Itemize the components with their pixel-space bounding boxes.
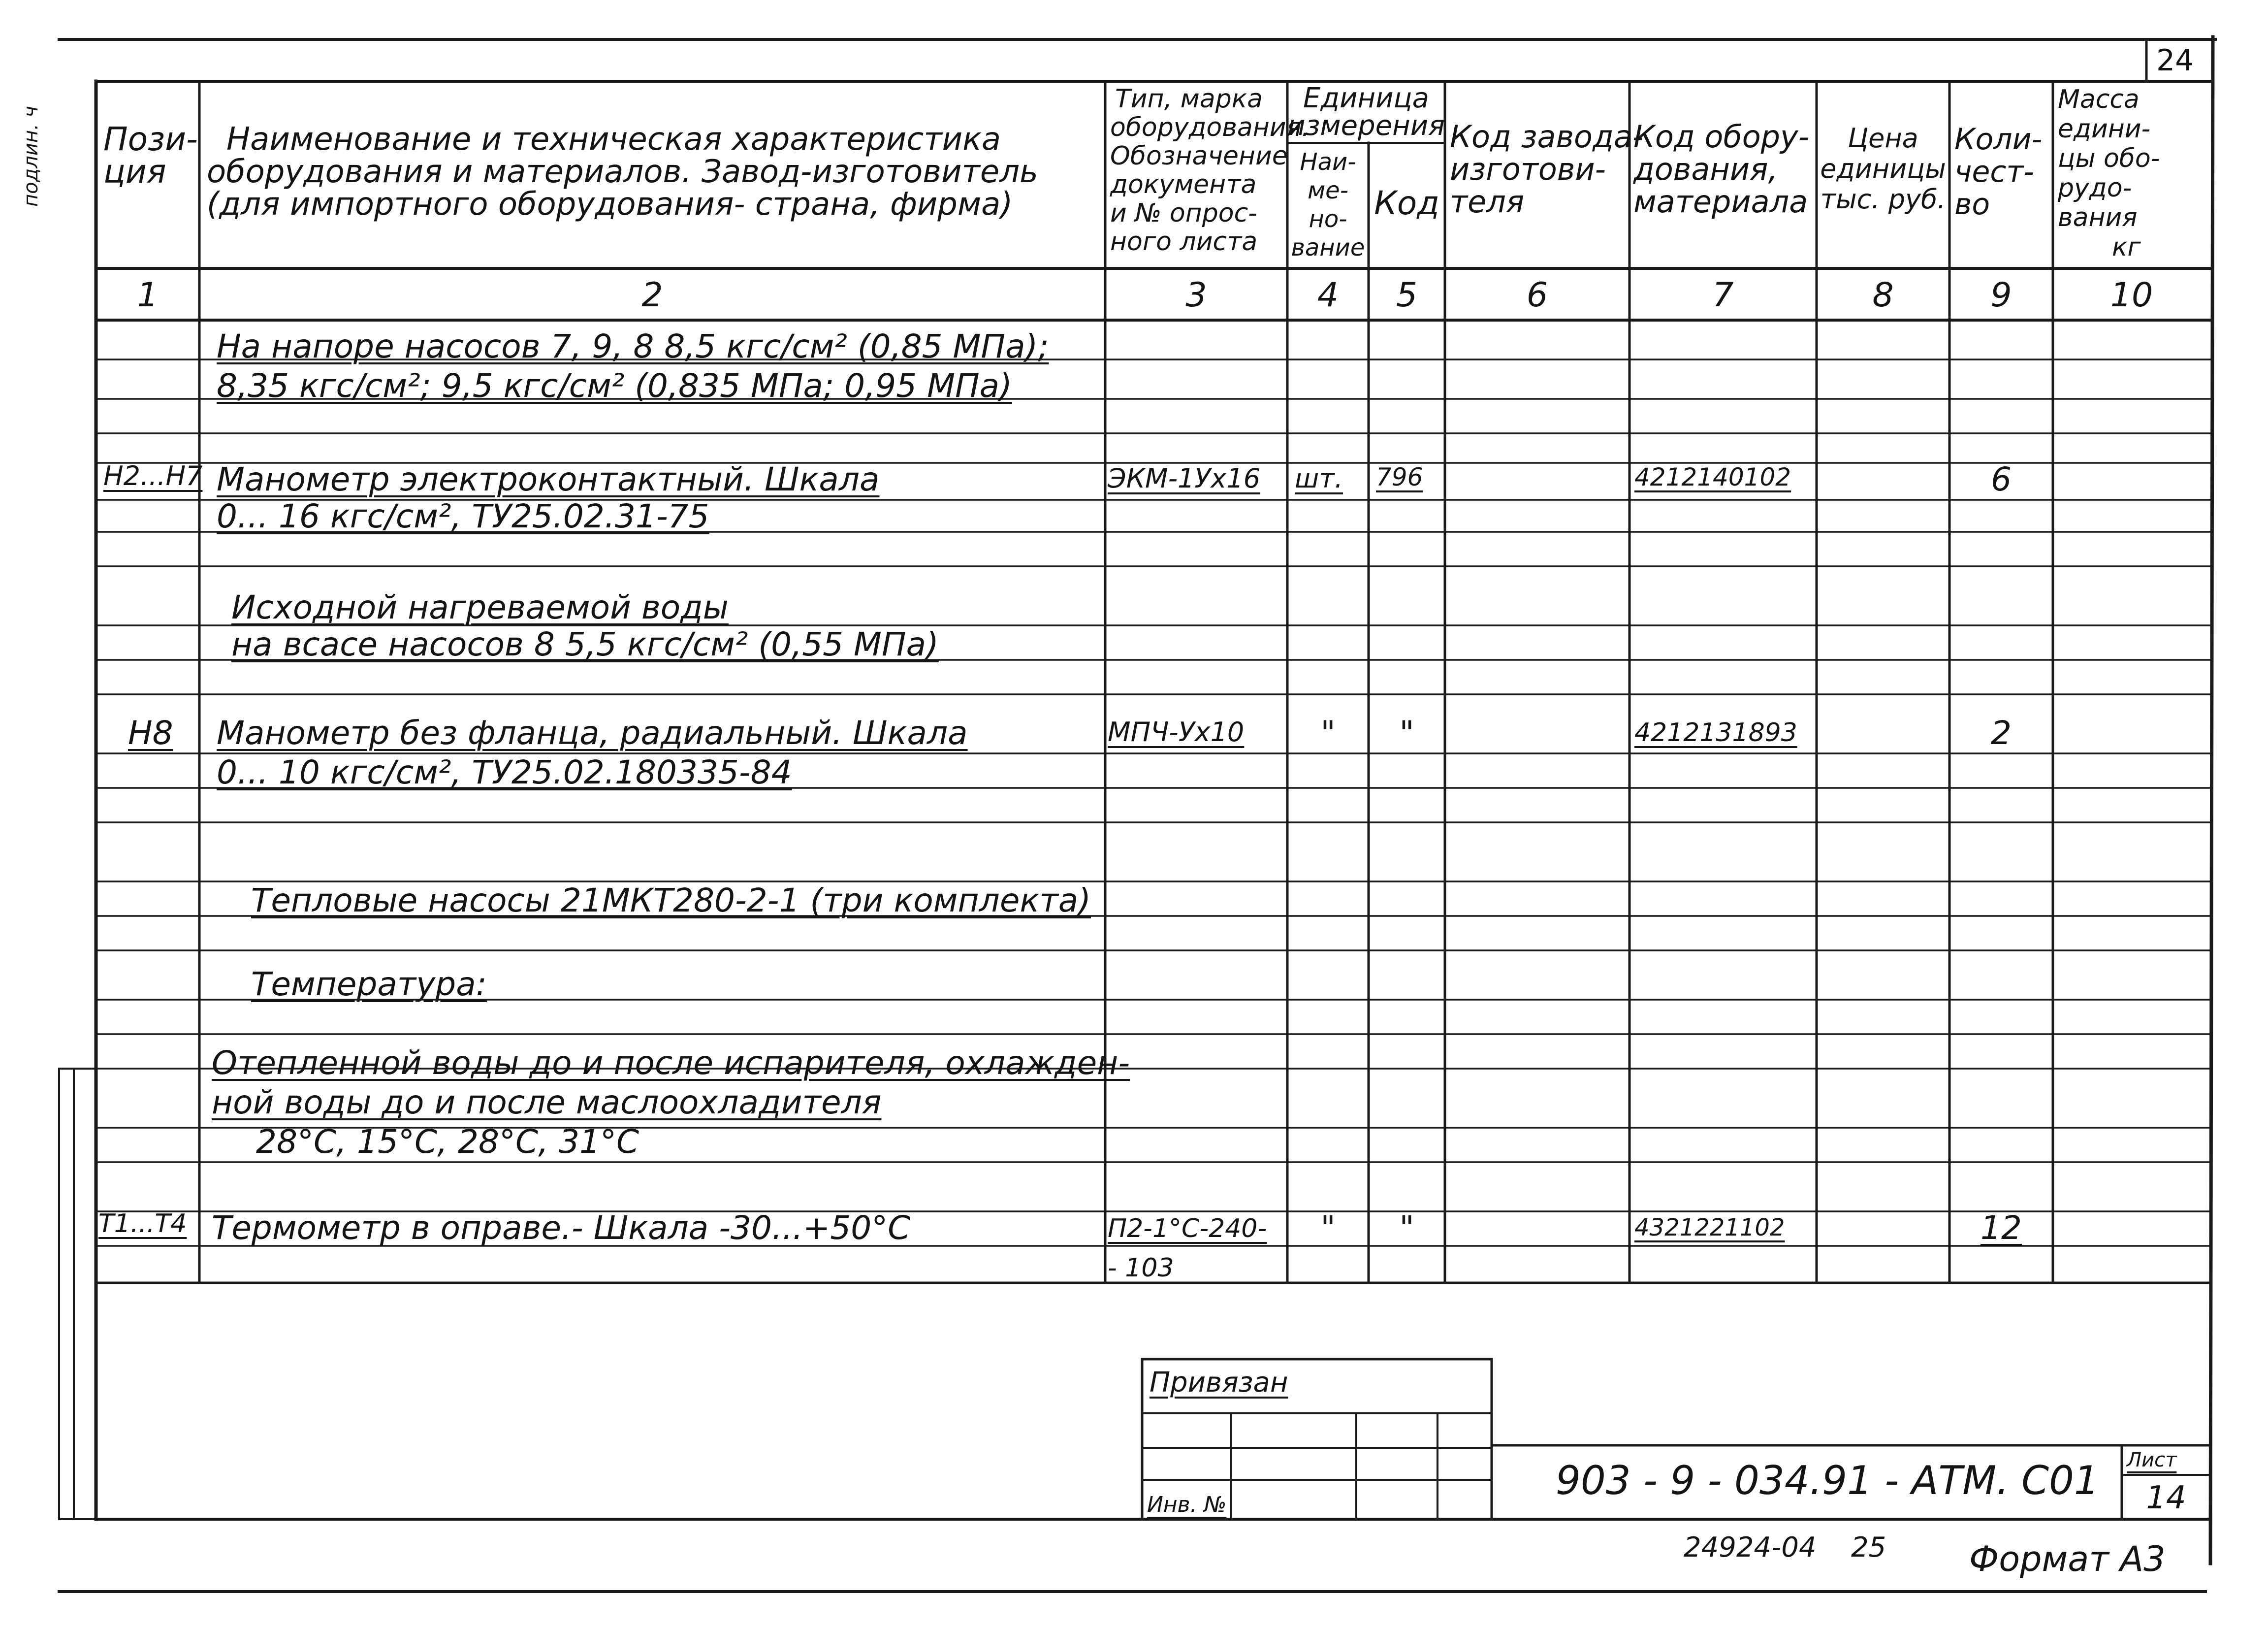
header-col3: Тип, марка оборудования. Обозначение документа и № опрос- ного листа — [1110, 84, 1310, 257]
header-col1: Пози- ция — [103, 120, 198, 191]
stamp-sheet-number: 14 — [2146, 1480, 2186, 1516]
stamp-inv: Инв. № — [1147, 1492, 1227, 1517]
colnum-7: 7 — [1712, 276, 1734, 315]
row-name: ной воды до и после маслоохладителя — [212, 1083, 882, 1121]
colnum-9: 9 — [1990, 276, 2012, 315]
footer-page: 25 — [1851, 1531, 1886, 1564]
footer-format: Формат А3 — [1969, 1539, 2166, 1579]
row-position: Н2...Н7 — [103, 460, 203, 491]
row-name: 0... 10 кгс/см², ТУ25.02.180335-84 — [217, 753, 792, 791]
row-name: 0... 16 кгс/см², ТУ25.02.31-75 — [217, 497, 709, 535]
colnum-6: 6 — [1526, 276, 1548, 315]
row-name: Отепленной воды до и после испарителя, охлажден- — [212, 1044, 1130, 1082]
row-name: на всасе насосов 8 5,5 кгс/см² (0,55 МПа) — [231, 625, 939, 663]
header-col10: Масса едини- цы обо- рудо- вания кг — [2058, 85, 2160, 262]
row-code: " — [1399, 1209, 1414, 1247]
header-col5: Код — [1374, 184, 1439, 222]
colnum-4: 4 — [1317, 276, 1339, 315]
row-name: 8,35 кгс/см²; 9,5 кгс/см² (0,835 МПа; 0,95 МПа) — [217, 367, 1012, 405]
row-qty: 2 — [1991, 714, 2012, 752]
header-col7: Код обору- дования, материала — [1633, 119, 1810, 220]
header-col6: Код завода- изготови- теля — [1450, 119, 1644, 220]
row-equip-code: 4321221102 — [1634, 1214, 1785, 1241]
stamp-privyazan: Привязан — [1150, 1367, 1288, 1399]
colnum-8: 8 — [1872, 276, 1894, 315]
header-col8: Цена единицы тыс. руб. — [1820, 123, 1946, 215]
row-type: ЭКМ-1Ух16 — [1108, 463, 1261, 494]
colnum-3: 3 — [1185, 276, 1207, 315]
row-code: 796 — [1376, 463, 1423, 491]
header-unit-group: Единица измерения — [1287, 82, 1445, 142]
row-name: Исходной нагреваемой воды — [231, 588, 729, 626]
row-code: " — [1399, 714, 1414, 752]
row-qty: 12 — [1981, 1209, 2022, 1247]
colnum-1: 1 — [137, 276, 159, 315]
row-unit: шт. — [1295, 463, 1343, 494]
colnum-5: 5 — [1396, 276, 1418, 315]
row-equip-code: 4212140102 — [1634, 463, 1791, 491]
row-name: Манометр электроконтактный. Шкала — [217, 460, 880, 498]
colnum-2: 2 — [641, 276, 663, 315]
row-position: Т1...Т4 — [98, 1209, 187, 1238]
row-type: МПЧ-Ух10 — [1108, 717, 1245, 748]
row-name: Манометр без фланца, радиальный. Шкала — [217, 714, 968, 752]
section-heading: Температура: — [251, 965, 487, 1003]
section-heading: Тепловые насосы 21МКТ280-2-1 (три комплекта) — [251, 881, 1091, 919]
header-col2: Наименование и техническая характеристика оборудования и материалов. Завод-изготовитель (для импортного оборудования- страна, фирма) — [207, 121, 1038, 223]
row-name: Термометр в оправе.- Шкала -30...+50°С — [212, 1209, 911, 1247]
row-name: 28°С, 15°С, 28°С, 31°С — [256, 1123, 639, 1161]
row-name: На напоре насосов 7, 9, 8 8,5 кгс/см² (0,85 МПа); — [217, 327, 1049, 365]
stamp-doc-code: 903 - 9 - 034.91 - АТМ. С01 — [1556, 1458, 2099, 1503]
stamp-sheet-label: Лист — [2127, 1449, 2177, 1471]
footer-code: 24924-04 — [1684, 1531, 1817, 1564]
row-qty: 6 — [1991, 460, 2012, 498]
header-col4: Наи- ме- но- вание — [1291, 148, 1365, 261]
row-equip-code: 4212131893 — [1634, 718, 1797, 748]
row-unit: " — [1320, 1209, 1336, 1247]
row-unit: " — [1320, 714, 1336, 752]
sheet-number-top: 24 — [2156, 43, 2194, 78]
row-type: - 103 — [1108, 1253, 1174, 1283]
header-col9: Коли- чест- во — [1954, 122, 2043, 222]
row-type: П2-1°С-240- — [1108, 1214, 1267, 1243]
colnum-10: 10 — [2110, 276, 2153, 315]
margin-note: подлин. ч — [20, 105, 42, 207]
row-position: Н8 — [128, 714, 173, 752]
